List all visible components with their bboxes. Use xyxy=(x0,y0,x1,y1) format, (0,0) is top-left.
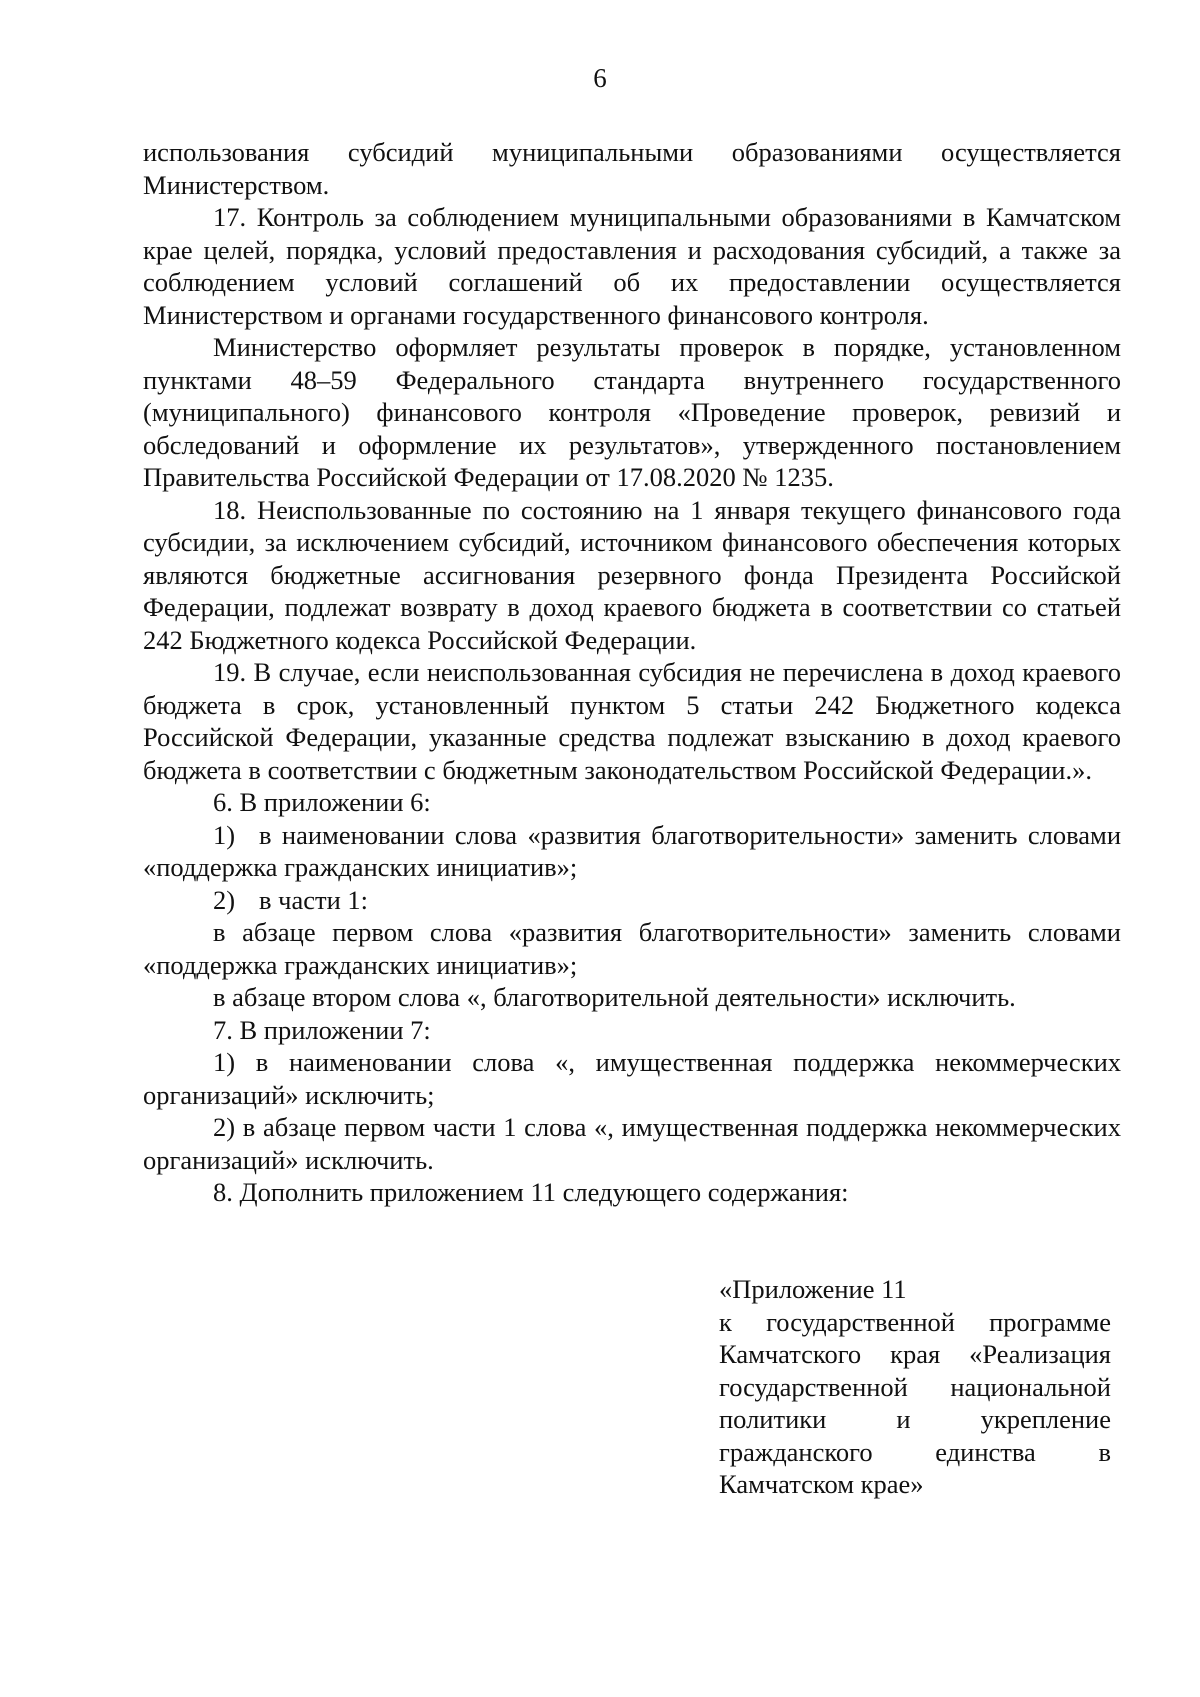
page-number: 6 xyxy=(593,63,607,93)
document-body xyxy=(143,136,1121,1209)
list-item-number: 1) xyxy=(213,819,236,850)
paragraph: 6. В приложении 6: xyxy=(213,787,431,817)
list-item-number: 2) xyxy=(213,884,236,915)
paragraph: 1) в наименовании слова «, имущественная поддержка некоммерческих организаций» исключить; xyxy=(143,1047,1121,1110)
paragraph: 19. В случае, если неиспользованная субсидия не перечислена в доход краевого бюджета в срок, установленный пунктом 5 статьи 242 Бюджетного кодекса Российской Федерации, указанные средства подлежат взысканию в доход краевого бюджета в соответствии с бюджетным законодательством Российской Федерации.». xyxy=(143,657,1121,785)
list-item xyxy=(143,819,1121,884)
paragraph: 2) в абзаце первом части 1 слова «, имущественная поддержка некоммерческих организаций» исключить. xyxy=(143,1112,1121,1175)
paragraph: в абзаце первом слова «развития благотворительности» заменить словами «поддержка гражданских инициатив»; xyxy=(143,917,1121,980)
appendix-text: к государственной программе Камчатского края «Реализация государственной национальной политики и укрепление гражданского единства в Камчатском крае» xyxy=(719,1306,1111,1499)
paragraph: 7. В приложении 7: xyxy=(213,1014,431,1045)
paragraph: использования субсидий муниципальными образованиями осуществляется Министерством. xyxy=(143,137,1121,200)
paragraph: 8. Дополнить приложением 11 следующего содержания: xyxy=(213,1177,849,1207)
list-item xyxy=(143,884,1121,917)
paragraph: в абзаце втором слова «, благотворительной деятельности» исключить. xyxy=(213,982,1016,1012)
appendix-reference xyxy=(719,1273,1111,1501)
paragraph: 18. Неиспользованные по состоянию на 1 января текущего финансового года субсидии, за исключением субсидий, источником финансового обеспечения которых являются бюджетные ассигнования резервного фонда Президента Российской Федерации, подлежат возврату в доход краевого бюджета в соответствии со статьей 242 Бюджетного кодекса Российской Федерации. xyxy=(143,494,1121,655)
list-item-text: в наименовании слова «развития благотворительности» заменить словами «поддержка гражданских инициатив»; xyxy=(143,819,1121,882)
appendix-title: «Приложение 11 xyxy=(719,1274,907,1304)
paragraph: Министерство оформляет результаты проверок в порядке, установленном пунктами 48–59 Федерального стандарта внутреннего государственного (муниципального) финансового контроля «Проведение проверок, ревизий и обследований и оформление их результатов», утвержденного постановлением Правительства Российской Федерации от 17.08.2020 № 1235. xyxy=(143,332,1121,492)
paragraph: 17. Контроль за соблюдением муниципальными образованиями в Камчатском крае целей, порядка, условий предоставления и расходования субсидий, а также за соблюдением условий соглашений об их предоставлении осуществляется Министерством и органами государственного финансового контроля. xyxy=(143,202,1121,330)
list-item-text: в части 1: xyxy=(259,884,368,915)
